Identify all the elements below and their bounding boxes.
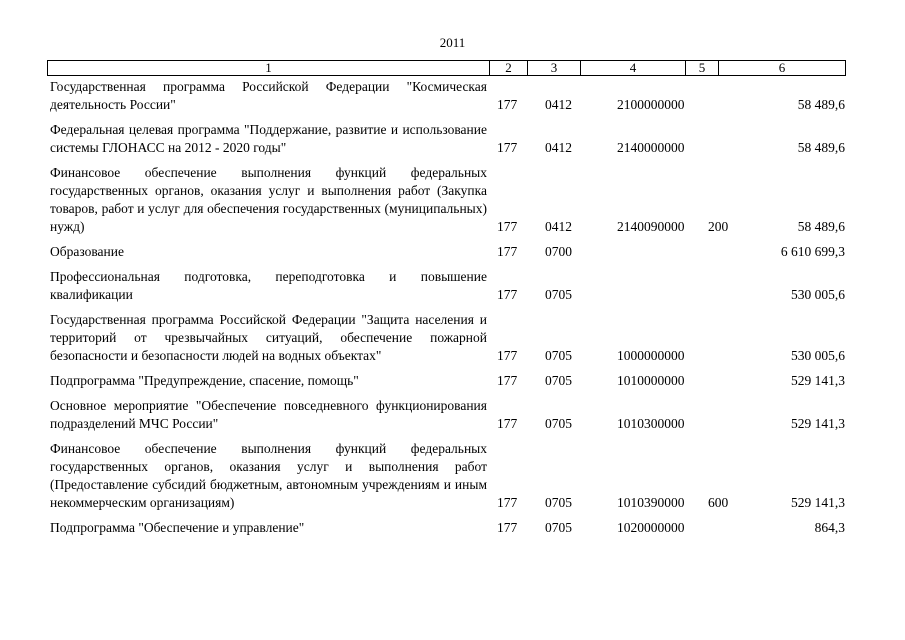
row-rzpr: 0705 — [545, 348, 572, 363]
row-name: Подпрограмма "Обеспечение и управление" — [50, 520, 305, 535]
row-csr: 2140000000 — [617, 140, 685, 155]
row-ved: 177 — [497, 140, 518, 155]
row-csr: 1010000000 — [617, 373, 685, 388]
row-name: Основное мероприятие "Обеспечение повседневного функционирования подразделений МЧС России" — [50, 398, 487, 431]
column-header-4: 4 — [581, 61, 686, 76]
row-rzpr: 0412 — [545, 97, 572, 112]
row-rzpr: 0705 — [545, 520, 572, 535]
row-rzpr: 0700 — [545, 244, 572, 259]
row-vr: 200 — [708, 219, 729, 234]
row-rzpr: 0705 — [545, 416, 572, 431]
row-sum: 530 005,6 — [791, 287, 845, 302]
table-row — [50, 440, 850, 512]
row-sum: 864,3 — [814, 520, 845, 535]
row-sum: 58 489,6 — [797, 140, 845, 155]
budget-table-body — [50, 78, 850, 544]
table-row — [50, 78, 850, 114]
row-rzpr: 0705 — [545, 287, 572, 302]
row-sum: 58 489,6 — [797, 219, 845, 234]
column-header-3: 3 — [528, 61, 581, 76]
row-sum: 529 141,3 — [791, 416, 845, 431]
row-name: Подпрограмма "Предупреждение, спасение, помощь" — [50, 373, 359, 388]
row-sum: 530 005,6 — [791, 348, 845, 363]
row-csr: 1010390000 — [617, 495, 685, 510]
row-rzpr: 0705 — [545, 373, 572, 388]
row-name: Государственная программа Российской Федерации "Космическая деятельность России" — [50, 79, 487, 112]
column-header-2: 2 — [490, 61, 528, 76]
row-name: Финансовое обеспечение выполнения функций федеральных государственных органов, оказания услуг и выполнения работ (Предоставление субсидий бюджетным, автономным учреждениям и иным некоммерческим организациям) — [50, 441, 487, 510]
table-row — [50, 243, 850, 261]
table-row — [50, 311, 850, 365]
column-header-row — [47, 60, 846, 76]
row-rzpr: 0412 — [545, 140, 572, 155]
row-csr: 1020000000 — [617, 520, 685, 535]
row-name: Финансовое обеспечение выполнения функций федеральных государственных органов, оказания услуг и выполнения работ (Закупка товаров, работ и услуг для обеспечения государственных (муниципальных) нужд) — [50, 165, 487, 234]
row-csr: 2100000000 — [617, 97, 685, 112]
row-sum: 529 141,3 — [791, 373, 845, 388]
table-row — [50, 268, 850, 304]
column-header-1: 1 — [48, 61, 490, 76]
row-csr: 1000000000 — [617, 348, 685, 363]
row-name: Профессиональная подготовка, переподготовка и повышение квалификации — [50, 269, 487, 302]
page-number: 2011 — [439, 35, 466, 50]
row-rzpr: 0412 — [545, 219, 572, 234]
row-rzpr: 0705 — [545, 495, 572, 510]
table-row — [50, 164, 850, 236]
row-ved: 177 — [497, 244, 518, 259]
row-ved: 177 — [497, 520, 518, 535]
row-name: Федеральная целевая программа "Поддержание, развитие и использование системы ГЛОНАСС на 2012 - 2020 годы" — [50, 122, 487, 155]
table-row — [50, 372, 850, 390]
row-sum: 6 610 699,3 — [780, 244, 845, 259]
row-ved: 177 — [497, 373, 518, 388]
row-ved: 177 — [497, 348, 518, 363]
row-csr: 2140090000 — [617, 219, 685, 234]
column-header-6: 6 — [719, 61, 846, 76]
table-row — [50, 121, 850, 157]
row-ved: 177 — [497, 287, 518, 302]
table-row — [50, 519, 850, 537]
row-vr: 600 — [708, 495, 729, 510]
row-sum: 58 489,6 — [797, 97, 845, 112]
row-ved: 177 — [497, 495, 518, 510]
column-header-5: 5 — [686, 61, 719, 76]
row-ved: 177 — [497, 416, 518, 431]
row-csr: 1010300000 — [617, 416, 685, 431]
row-ved: 177 — [497, 97, 518, 112]
row-name: Образование — [50, 244, 124, 259]
row-name: Государственная программа Российской Федерации "Защита населения и территорий от чрезвычайных ситуаций, обеспечение пожарной безопасности и безопасности людей на водных объектах" — [50, 312, 487, 363]
row-ved: 177 — [497, 219, 518, 234]
table-row — [50, 397, 850, 433]
row-sum: 529 141,3 — [791, 495, 845, 510]
